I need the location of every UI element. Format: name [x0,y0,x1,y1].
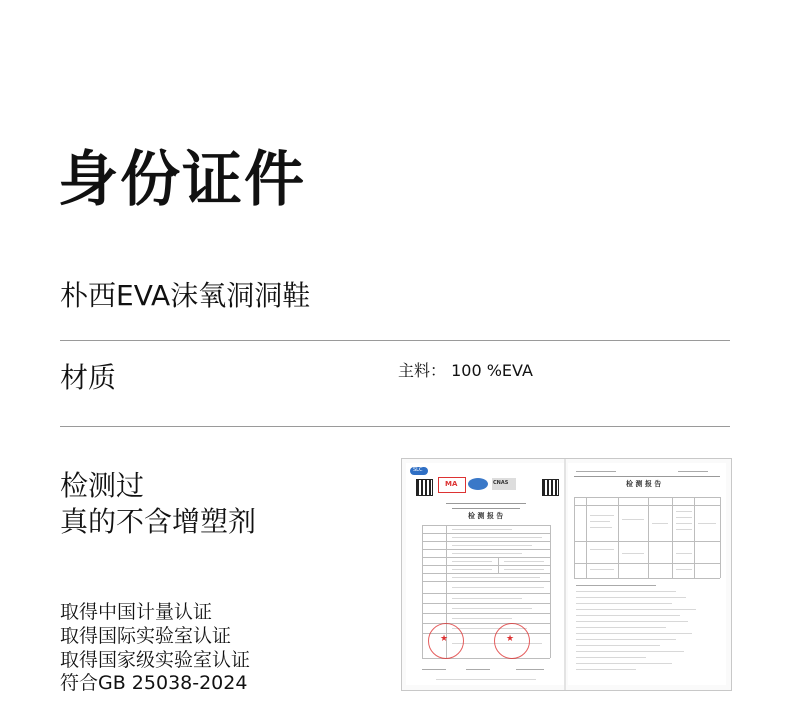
report-page-left: SLC MA CNAS 检 测 报 告 ★ ★ [406,463,564,685]
qr-code-icon [416,479,433,496]
inspection-line-2: 真的不含增塑剂 [60,505,257,539]
ilac-logo-icon [468,478,488,490]
slc-logo: SLC [410,467,428,475]
certification-item: 取得国际实验室认证 [60,624,232,647]
qr-code-icon [542,479,559,496]
report-heading: 检 测 报 告 [468,512,504,520]
report-page-right [568,463,726,685]
test-report-image [401,458,732,691]
material-label: 材质 [60,361,117,394]
divider [60,426,730,427]
report-heading: 检 测 报 告 [626,480,662,488]
material-value: 主料： 100 %EVA [398,361,533,380]
inspection-line-1: 检测过 [60,469,145,502]
divider [60,340,730,341]
page-fold [564,459,566,690]
certification-item: 取得国家级实验室认证 [60,648,251,671]
certification-item: 符合GB 25038-2024 [60,672,248,695]
certification-item: 取得中国计量认证 [60,601,213,623]
ma-logo: MA [438,477,466,493]
cnas-logo: CNAS [492,478,516,490]
certification-list [60,601,250,696]
product-name: 朴西EVA沫氧洞洞鞋 [60,279,311,312]
inspection-heading [60,468,256,541]
page-title: 身份证件 [58,145,306,215]
